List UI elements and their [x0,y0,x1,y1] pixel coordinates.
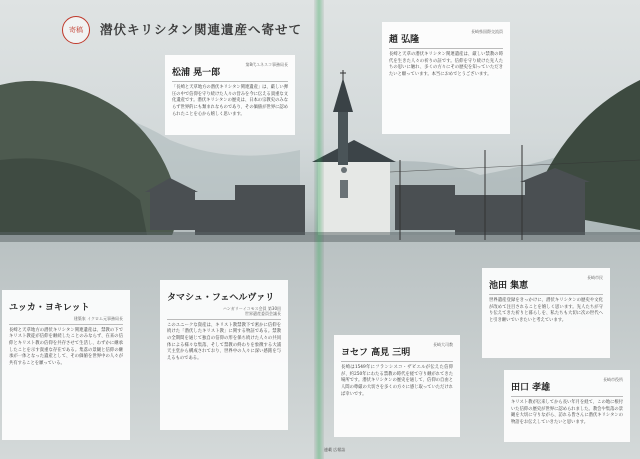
contributor-text: このユニークな資産は、キリスト教禁教下で密かに信仰を続けた「潜伏したキリスト教」に関する物証である。禁教の全期間を通じて独自の信仰の形を保ち続けた人々の共同体による様々な集落、そして禁教の終わりを象徴する大浦天主堂から構成されており、世界中の人々に深い感銘を与えるものである。 [167,322,281,361]
contributor-name: タマシュ・フェヘルヴァリ [167,293,275,303]
contributor-head [9,295,123,325]
contributor-head [489,273,603,295]
contributor-name: 池田 集恵 [489,281,529,291]
right-page [322,0,640,459]
contributor-head [511,375,623,397]
contributor-affiliation: 第8代ユネスコ事務局長 [245,62,288,67]
contributor-head [341,340,453,362]
contributor-name: 趙 弘隆 [389,35,420,45]
contributor-affiliation: 長崎市役所 [603,377,623,382]
contributor-text: キリスト教が伝来してから長い年月を経て、この地に根付いた信仰の歴史が世界に認められました。教会や集落の景観を大切に守りながら、訪れる皆さんに潜伏キリシタンの物語をお伝えしていきたいと思います。 [511,400,623,425]
contributor-name: 田口 孝雄 [511,383,551,393]
contributor-affiliation: 建築家 イクロム元事務局長 [73,316,123,321]
contributor-name: 松浦 晃一郎 [172,68,221,78]
contributor-box [334,335,460,437]
contributor-box [2,290,130,440]
contributor-text: 世界遺産登録をきっかけに、潜伏キリシタンの歴史や文化が改めて注目されることを嬉しく思います。先人たちが守り伝えてきた祈りと暮らしを、私たちも大切に次の世代へと引き継いでいきたいと考えています。 [489,298,603,323]
contributor-box [160,280,288,430]
page-folio: 連載 広報誌 [324,447,346,452]
contributor-box [165,55,295,135]
contributor-affiliation: ハンガリーイコモス会員 第30回世界遺産委員会議長 [222,306,281,316]
contributor-head [389,27,503,49]
contributor-text: 長崎と天草地方の潜伏キリシタン関連遺産は、禁教の下でキリスト教徒が信仰を継続したことのみならず、在来の信仰とキリスト教の信仰を共存させて生活し、わずかに継承したことを示す貴重な存在である。集落の景観と信仰の継承が一体となった遺産として、その価値を世界中の人々が共有することを願っている。 [9,327,123,367]
contributor-box [482,268,610,358]
contributor-text: 長崎は1549年にフランシスコ・ザビエルが伝えた信仰が、約250年にわたる禁教の時代を経て守り継がれてきた場所です。潜伏キリシタンの歴史を通して、信仰の自由と人間の尊厳の大切さを多くの方々に感じ取っていただければ幸いです。 [341,365,453,397]
contributor-affiliation: 長崎市民 [587,275,603,280]
contributor-affiliation: 長崎大司教 [433,342,453,347]
left-page [0,0,316,459]
contributor-text: 長崎と天草の潜伏キリシタン関連遺産は、厳しい禁教の時代を生きた人々の祈りの証です。信仰を守り続けた先人たちの思いに触れ、多くの方々にその歴史を知っていただきたいと願っています。本当におめでとうございます。 [389,52,503,77]
contributor-box [504,370,630,442]
contributor-affiliation: 長崎県国際交流員 [471,29,503,34]
category-badge: 寄稿 [62,16,90,44]
contributor-box [382,22,510,134]
contributor-head [172,60,288,82]
contributor-name: ヨセフ 高見 三明 [341,348,411,358]
page-title: 潜伏キリシタン関連遺産へ寄せて [100,22,303,37]
contributor-text: 「長崎と天草地方の潜伏キリシタン関連遺産」は、厳しい弾圧の中で信仰を守り続けた人々の営みを今に伝える貴重な文化遺産です。潜伏キリシタンの歴史は、日本の宗教史のみならず世界的にも類まれなものであり、その価値が世界に認められたことを心から嬉しく思います。 [172,85,289,117]
contributor-head [167,285,281,320]
contributor-name: ユッカ・ヨキレット [9,303,90,313]
